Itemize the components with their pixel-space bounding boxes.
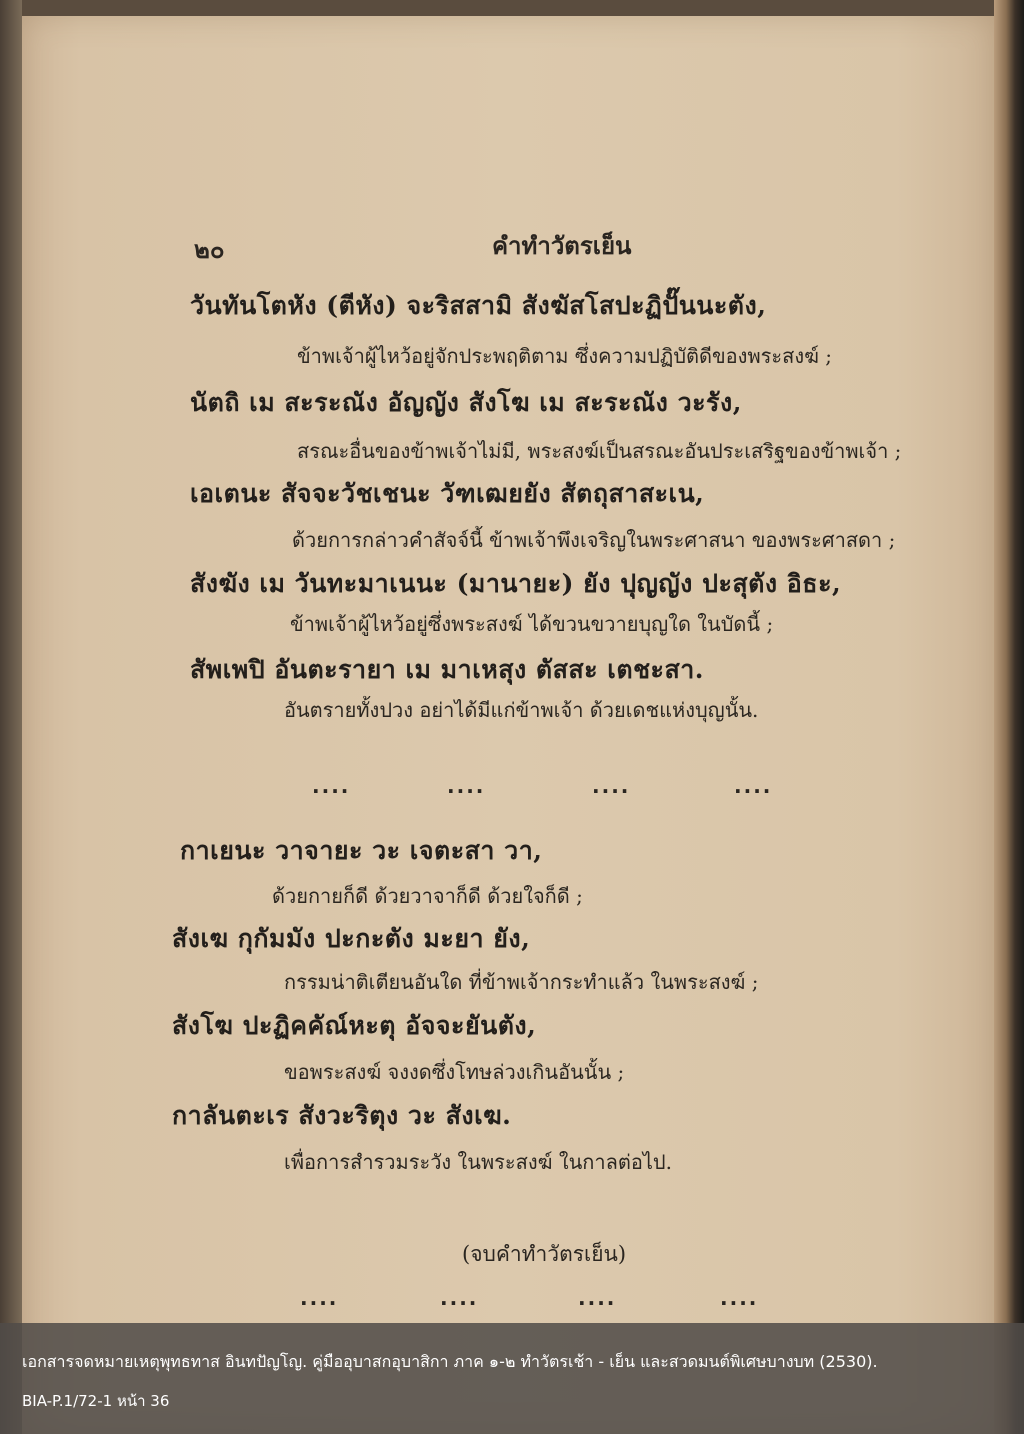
pali-verse-line: สังเฆ กุกัมมัง ปะกะตัง มะยา ยัง, xyxy=(172,924,531,953)
caption-reference: BIA-P.1/72-1 หน้า 36 xyxy=(22,1392,170,1410)
book-left-edge xyxy=(0,0,22,1434)
pali-verse-line: สังโฆ ปะฏิคคัณ์หะตุ อัจจะยันตัง, xyxy=(172,1011,537,1040)
pali-verse-line: สังฆัง เม วันทะมาเนนะ (มานายะ) ยัง ปุญญัง ปะสุตัง อิธะ, xyxy=(190,569,842,598)
archive-caption-bar xyxy=(0,1323,1024,1434)
thai-translation-line: ด้วยการกล่าวคำสัจจ์นี้ ข้าพเจ้าพึงเจริญในพระศาสนา ของพระศาสดา ; xyxy=(292,528,896,552)
pali-verse-line: กาเยนะ วาจายะ วะ เจตะสา วา, xyxy=(180,836,543,865)
page-title: คำทำวัตรเย็น xyxy=(492,231,632,260)
separator-dots: .... xyxy=(734,774,773,798)
separator-row xyxy=(22,1286,994,1310)
separator-dots: .... xyxy=(447,774,486,798)
pali-verse-line: สัพเพปิ อันตะรายา เม มาเหสุง ตัสสะ เตชะสา. xyxy=(190,655,704,684)
book-page xyxy=(22,16,994,1434)
pali-verse-line: เอเตนะ สัจจะวัชเชนะ วัฑเฒยยัง สัตถุสาสะเน, xyxy=(190,479,705,508)
caption-citation: เอกสารจดหมายเหตุพุทธทาส อินทปัญโญ. คู่มืออุบาสกอุบาสิกา ภาค ๑-๒ ทำวัตรเช้า - เย็น และสวดมนต์พิเศษบางบท (2530). xyxy=(22,1352,878,1371)
page-number: ๒๐ xyxy=(194,235,225,264)
separator-row xyxy=(22,774,994,798)
separator-dots: .... xyxy=(440,1286,479,1310)
thai-translation-line: ข้าพเจ้าผู้ไหว้อยู่ซึ่งพระสงฆ์ ได้ขวนขวายบุญใด ในบัดนี้ ; xyxy=(290,612,774,636)
separator-dots: .... xyxy=(578,1286,617,1310)
thai-translation-line: สรณะอื่นของข้าพเจ้าไม่มี, พระสงฆ์เป็นสรณะอันประเสริฐของข้าพเจ้า ; xyxy=(297,439,902,463)
pali-verse-line: วันทันโตหัง (ตีหัง) จะริสสามิ สังฆัสโสปะฏิปั๊นนะตัง, xyxy=(190,291,767,320)
book-top-edge xyxy=(22,0,994,16)
thai-translation-line: เพื่อการสำรวมระวัง ในพระสงฆ์ ในกาลต่อไป. xyxy=(284,1150,672,1174)
thai-translation-line: กรรมน่าติเตียนอันใด ที่ข้าพเจ้ากระทำแล้ว ในพระสงฆ์ ; xyxy=(284,970,759,994)
pali-verse-line: กาลันตะเร สังวะริตุง วะ สังเฆ. xyxy=(172,1101,512,1130)
thai-translation-line: ข้าพเจ้าผู้ไหว้อยู่จักประพฤติตาม ซึ่งความปฏิบัติดีของพระสงฆ์ ; xyxy=(297,344,833,368)
book-spine-edge xyxy=(994,0,1024,1434)
thai-translation-line: ด้วยกายก็ดี ด้วยวาจาก็ดี ด้วยใจก็ดี ; xyxy=(272,884,583,908)
thai-translation-line: อันตรายทั้งปวง อย่าได้มีแก่ข้าพเจ้า ด้วยเดชแห่งบุญนั้น. xyxy=(284,698,759,722)
end-of-chant-mark: (จบคำทำวัตรเย็น) xyxy=(462,1242,627,1266)
page-header xyxy=(22,226,994,266)
separator-dots: .... xyxy=(592,774,631,798)
separator-dots: .... xyxy=(720,1286,759,1310)
thai-translation-line: ขอพระสงฆ์ จงงดซึ่งโทษล่วงเกินอันนั้น ; xyxy=(284,1060,625,1084)
separator-dots: .... xyxy=(312,774,351,798)
pali-verse-line: นัตถิ เม สะระณัง อัญญัง สังโฆ เม สะระณัง วะรัง, xyxy=(190,388,742,417)
separator-dots: .... xyxy=(300,1286,339,1310)
